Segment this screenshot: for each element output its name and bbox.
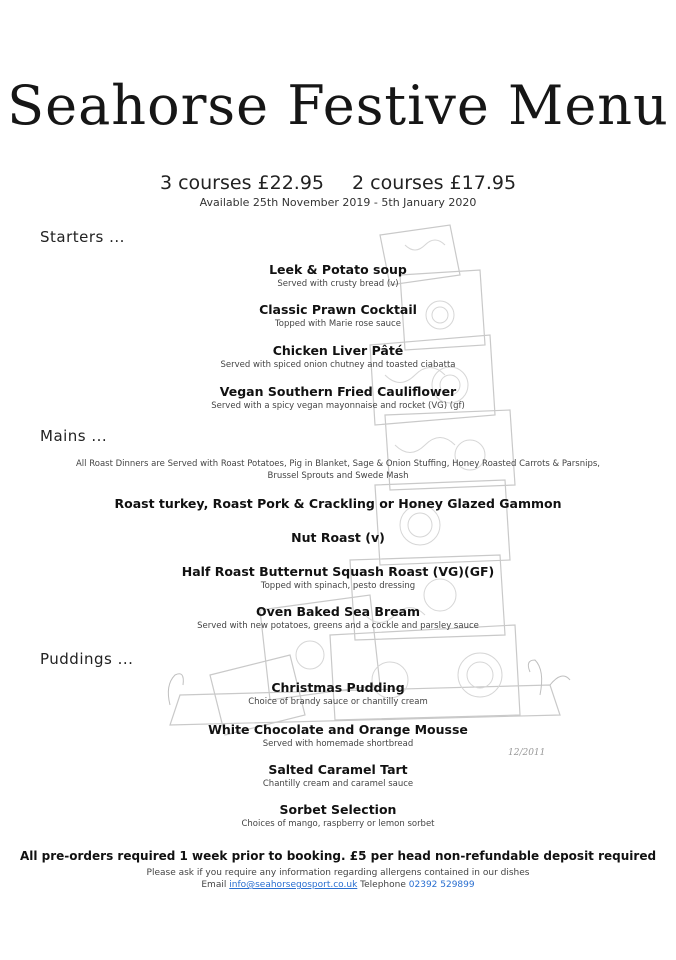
email-label: Email [201, 880, 227, 890]
price-line [0, 172, 676, 194]
dish-name: Nut Roast (v) [291, 530, 385, 545]
dish-description: Choice of brandy sauce or chantilly cream [248, 697, 428, 707]
dish-name: Classic Prawn Cocktail [259, 302, 417, 317]
price-two-courses: 2 courses £17.95 [352, 172, 517, 194]
dish-name: Leek & Potato soup [269, 262, 407, 277]
artist-signature: 12/2011 [508, 748, 546, 758]
dish-description: Served with crusty bread (v) [277, 279, 399, 289]
email-link[interactable]: info@seahorsegosport.co.uk [229, 880, 358, 890]
section-heading-starters: Starters ... [40, 228, 125, 246]
dish-description: Choices of mango, raspberry or lemon sorbet [241, 819, 435, 829]
dish-name: Vegan Southern Fried Cauliflower [219, 384, 457, 399]
preorder-notice: All pre-orders required 1 week prior to booking. £5 per head non-refundable deposit required [19, 849, 657, 863]
telephone-number[interactable]: 02392 529899 [408, 880, 475, 890]
dish-name: Christmas Pudding [271, 680, 405, 695]
contact-line [0, 880, 676, 890]
dish-description: Chantilly cream and caramel sauce [262, 779, 414, 789]
mains-intro [60, 458, 616, 482]
dish-description: Topped with spinach, pesto dressing [260, 581, 416, 591]
dish-name: Roast turkey, Roast Pork & Crackling or Honey Glazed Gammon [114, 496, 562, 511]
mains-intro-line: All Roast Dinners are Served with Roast Potatoes, Pig in Blanket, Sage & Onion Stuffing, Honey Roasted Carrots & Parsnips, [75, 459, 601, 469]
dish-name: Chicken Liver Pâté [272, 343, 404, 358]
dish-name: Salted Caramel Tart [268, 762, 408, 777]
dish-description: Served with spiced onion chutney and toasted ciabatta [220, 360, 456, 370]
section-heading-puddings: Puddings ... [40, 650, 134, 668]
availability-dates: Available 25th November 2019 - 5th January 2020 [199, 196, 477, 209]
mains-intro-line: Brussel Sprouts and Swede Mash [267, 471, 409, 481]
dish-name: Half Roast Butternut Squash Roast (VG)(GF) [181, 564, 495, 579]
dish-description: Served with new potatoes, greens and a cockle and parsley sauce [197, 621, 479, 631]
telephone-label: Telephone [360, 880, 406, 890]
allergen-notice: Please ask if you require any information regarding allergens contained in our dishes [146, 868, 530, 878]
price-three-courses: 3 courses £22.95 [159, 172, 324, 194]
dish-description: Topped with Marie rose sauce [275, 319, 401, 329]
dish-description: Served with homemade shortbread [262, 739, 414, 749]
menu-title: Seahorse Festive Menu [7, 74, 669, 137]
dish-description: Served with a spicy vegan mayonnaise and rocket (VG) (gf) [211, 401, 465, 411]
dish-name: Oven Baked Sea Bream [255, 604, 421, 619]
dish-name: Sorbet Selection [279, 802, 397, 817]
section-heading-mains: Mains ... [40, 427, 108, 445]
dish-name: White Chocolate and Orange Mousse [208, 722, 468, 737]
